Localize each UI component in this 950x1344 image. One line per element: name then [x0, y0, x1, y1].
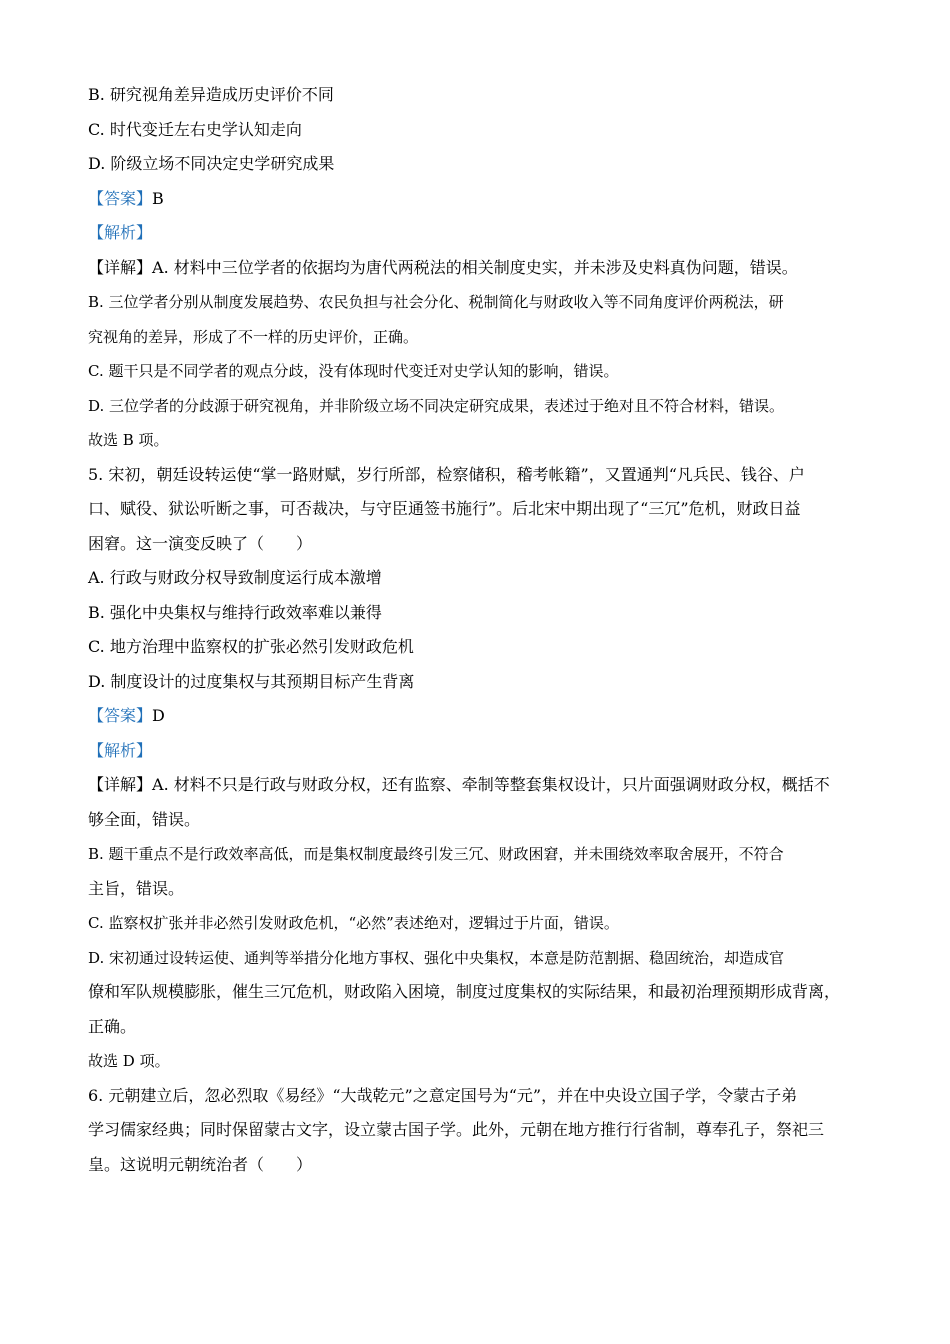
q4-option-c: C. 时代变迁左右史学认知走向	[88, 119, 302, 139]
detail-tag: 【详解】	[88, 775, 153, 794]
q6-stem-line: 6. 元朝建立后，忽必烈取《易经》“大哉乾元”之意定国号为“元”，并在中央设立国子学，令蒙古子弟	[88, 1085, 798, 1105]
q4-detail-line: D. 三位学者的分歧源于研究视角，并非阶级立场不同决定研究成果，表述过于绝对且不符合材料，错误。	[88, 396, 785, 415]
q4-answer-row	[88, 182, 868, 217]
answer-tag: 【答案】	[88, 706, 153, 725]
answer-value: D	[152, 706, 165, 725]
q5-option-c: C. 地方治理中监察权的扩张必然引发财政危机	[88, 637, 414, 656]
q5-stem-line: 口、赋役、狱讼听断之事，可否裁决，与守臣通签书施行”。后北宋中期出现了“三冗”危机，财政日益	[88, 499, 801, 518]
detail-tag: 【详解】	[88, 257, 153, 277]
q4-detail-line: C. 题干只是不同学者的观点分歧，没有体现时代变迁对史学认知的影响，错误。	[88, 362, 619, 380]
q5-answer-row	[88, 699, 868, 734]
answer-value: B	[152, 188, 164, 208]
q5-option-d: D. 制度设计的过度集权与其预期目标产生背离	[88, 671, 415, 691]
q4-conclusion: 故选 B 项。	[88, 431, 169, 449]
detail-text: A. 材料中三位学者的依据均为唐代两税法的相关制度史实，并未涉及史料真伪问题，错误。	[152, 257, 798, 277]
analysis-tag: 【解析】	[88, 223, 153, 242]
document-page	[88, 78, 868, 1182]
q5-detail-line: 正确。	[88, 1016, 137, 1036]
detail-text: A. 材料不只是行政与财政分权，还有监察、牵制等整套集权设计，只片面强调财政分权，概括不	[152, 775, 830, 794]
q4-option-d: D. 阶级立场不同决定史学研究成果	[88, 154, 335, 173]
q5-conclusion: 故选 D 项。	[88, 1052, 170, 1070]
q4-option-b: B. 研究视角差异造成历史评价不同	[88, 85, 334, 104]
q5-option-b: B. 强化中央集权与维持行政效率难以兼得	[88, 602, 382, 622]
q6-stem-line: 皇。这说明元朝统治者（ ）	[88, 1154, 313, 1174]
answer-tag: 【答案】	[88, 188, 153, 208]
q4-detail-line	[88, 251, 868, 286]
q4-detail-line: 究视角的差异，形成了不一样的历史评价，正确。	[88, 327, 419, 346]
q5-stem-line: 5. 宋初，朝廷设转运使“掌一路财赋，岁行所部，检察储积，稽考帐籍”，又置通判“凡兵民、钱谷、户	[88, 464, 805, 484]
q4-detail-line: B. 三位学者分别从制度发展趋势、农民负担与社会分化、税制简化与财政收入等不同角度评价两税法，研	[88, 293, 784, 311]
q5-option-a: A. 行政与财政分权导致制度运行成本激增	[88, 568, 382, 587]
q5-detail-line: B. 题干重点不是行政效率高低，而是集权制度最终引发三冗、财政困窘，并未围绕效率取舍展开，不符合	[88, 845, 784, 863]
q5-detail-line: C. 监察权扩张并非必然引发财政危机，“必然”表述绝对，逻辑过于片面，错误。	[88, 914, 619, 932]
q5-detail-line: 主旨，错误。	[88, 878, 185, 898]
q5-stem-line: 困窘。这一演变反映了（ ）	[88, 533, 313, 553]
q5-detail-line: D. 宋初通过设转运使、通判等举措分化地方事权、强化中央集权，本意是防范割据、稳固统治，却造成官	[88, 948, 785, 967]
q5-detail-line: 僚和军队规模膨胀，催生三冗危机，财政陷入困境，制度过度集权的实际结果，和最初治理预期形成背离，	[88, 982, 841, 1001]
q5-detail-line: 够全面，错误。	[88, 809, 201, 829]
q5-detail-line	[88, 768, 868, 803]
q6-stem-line: 学习儒家经典；同时保留蒙古文字，设立蒙古国子学。此外，元朝在地方推行行省制，尊奉孔子，祭祀三	[88, 1120, 825, 1139]
analysis-tag: 【解析】	[88, 740, 153, 760]
